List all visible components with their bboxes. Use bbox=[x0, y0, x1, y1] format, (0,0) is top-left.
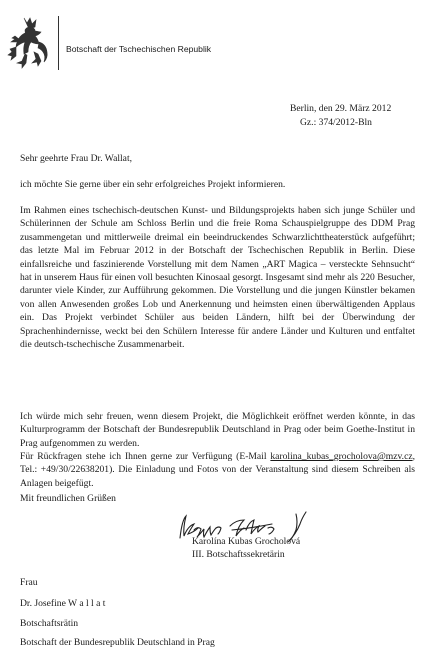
recipient-institution: Botschaft der Bundesrepublik Deutschland in Prag bbox=[20, 637, 215, 648]
letterhead bbox=[6, 14, 246, 72]
place-date: Berlin, den 29. März 2012 bbox=[290, 103, 392, 114]
recipient-position: Botschaftsrätin bbox=[20, 618, 79, 629]
czech-lion-emblem-icon bbox=[6, 14, 52, 70]
body-paragraph-2: Ich würde mich sehr freuen, wenn diesem Projekt, die Möglichkeit eröffnet werden könnte, in das Kulturprogramm der Botschaft der Bundesrepublik Deutschland in Prag oder beim Goethe-Institut in Prag aufgenommen zu werden. bbox=[20, 411, 415, 449]
contact-text-after: , Tel.: +49/30/22638201). Die Einladung und Fotos von der Veranstaltung sind diesem Schreiben als Anlagen beigefügt. bbox=[20, 451, 415, 489]
institution-name: Botschaft der Tschechischen Republik bbox=[66, 44, 212, 54]
closing-phrase: Mit freundlichen Grüßen bbox=[20, 493, 116, 504]
email-link[interactable]: karolina_kubas_grocholova@mzv.cz bbox=[270, 451, 413, 462]
signer-name: Karolína Kubas Grocholová bbox=[192, 536, 301, 547]
intro-sentence: ich möchte Sie gerne über ein sehr erfolgreiches Projekt informieren. bbox=[20, 179, 286, 190]
body-paragraph-1: Im Rahmen eines tschechisch-deutschen Kunst- und Bildungsprojekts haben sich junge Schüler und Schülerinnen der Schule am Schloss Berlin und die freie Roma Schauspielgruppe des DDM Prag zusammengetan und mittlerweile dreimal ein beeindruckendes Schwarzlichttheaterstück aufgeführt; das letzte Mal im Februar 2012 in der Botschaft der Tschechischen Republik in Berlin. Diese einfallsreiche und faszinierende Vorstellung mit dem Namen „ART Magica – versteckte Sehnsucht“ hat in unserem Haus für einen voll besuchten Kinosaal gesorgt. Insgesamt sind mehr als 220 Besucher, darunter viele Kinder, zur Aufführung gekommen. Die Vorstellung und die jungen Künstler bekamen von allen Anwesenden großes Lob und Anerkennung und heimsten einen überwältigenden Applaus ein. Das Projekt verbindet Schüler aus beiden Ländern, hilft bei der Überwindung der Sprachenhindernisse, weckt bei den Schülern Interesse für andere Länder und Kulturen und entfaltet die deutsch-tschechische Zusammenarbeit. bbox=[20, 205, 415, 351]
signer-title: III. Botschaftssekretärin bbox=[192, 549, 285, 560]
salutation: Sehr geehrte Frau Dr. Wallat, bbox=[20, 153, 133, 164]
contact-text-before: Für Rückfragen stehe ich Ihnen gerne zur Verfügung (E-Mail bbox=[20, 451, 271, 462]
recipient-name: Dr. Josefine W a l l a t bbox=[20, 598, 106, 609]
recipient-salutation: Frau bbox=[20, 577, 38, 588]
header-divider bbox=[58, 16, 59, 70]
reference-number: Gz.: 374/2012-Bln bbox=[300, 117, 372, 128]
body-paragraph-3 bbox=[20, 450, 415, 490]
